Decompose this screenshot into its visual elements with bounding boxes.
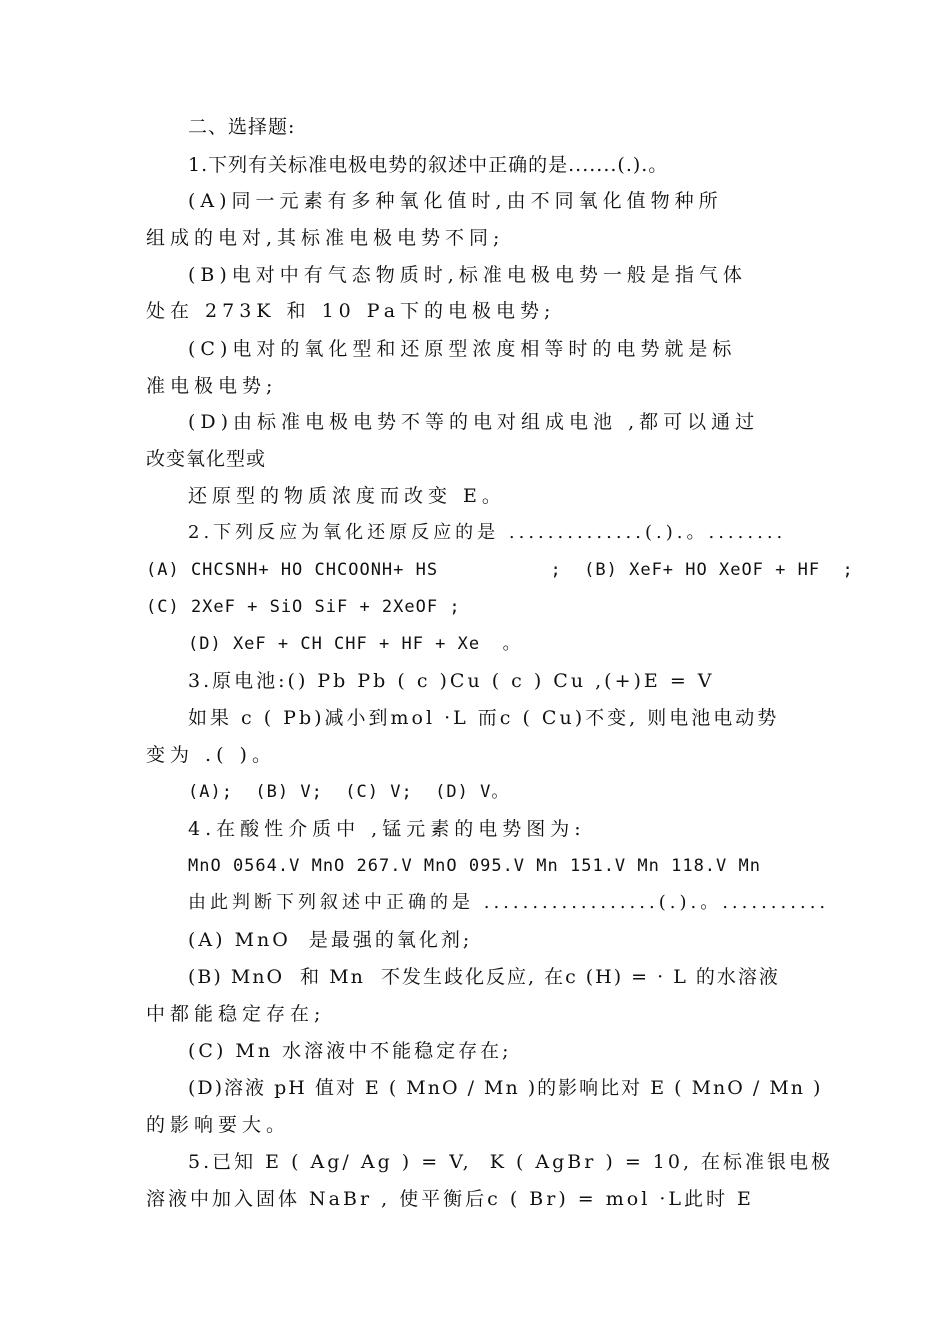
question-2-stem: 2.下列反应为氧化还原反应的是 ..............(.).。........ xyxy=(188,522,787,543)
question-1-option-d-cont2: 还原型的物质浓度而改变 E。 xyxy=(188,485,506,507)
question-3-condition: 如果 c ( Pb)减小到mol ·L 而c ( Cu)不变, 则电池电动势 xyxy=(188,707,780,729)
question-3-options: (A); (B) V; (C) V; (D) V。 xyxy=(188,782,510,802)
question-1-option-a-cont: 组成的电对,其标准电极电势不同; xyxy=(146,227,505,249)
question-1-option-c-cont: 准电极电势; xyxy=(146,375,278,397)
question-4-option-d-cont: 的影响要大。 xyxy=(146,1114,291,1136)
question-2-option-d: (D) XeF + CH CHF + HF + Xe 。 xyxy=(188,634,521,654)
question-3-question: 变为 .( )。 xyxy=(146,744,276,766)
question-1-option-b-cont: 处在 273K 和 10 Pa下的电极电势; xyxy=(146,300,556,322)
question-4-question: 由此判断下列叙述中正确的是 ..................(.).。........... xyxy=(188,892,830,913)
question-1-option-d: (D)由标准电极电势不等的电对组成电池 ,都可以通过 xyxy=(188,411,760,433)
question-1-stem: 1.下列有关标准电极电势的叙述中正确的是.......(.).。 xyxy=(188,154,669,176)
question-4-option-a: (A) MnO 是最强的氧化剂; xyxy=(188,929,473,951)
question-4-option-c: (C) Mn 水溶液中不能稳定存在; xyxy=(188,1040,512,1062)
question-5-stem: 5.已知 E ( Ag/ Ag ) = V, K ( AgBr ) = 10, 在标准银电极 xyxy=(188,1151,834,1173)
question-3-stem: 3.原电池:() Pb Pb ( c )Cu ( c ) Cu ,(+)E = V xyxy=(188,670,715,692)
question-4-option-d: (D)溶液 pH 值对 E ( MnO / Mn )的影响比对 E ( MnO / Mn ) xyxy=(188,1077,823,1099)
question-1-option-b: (B)电对中有气态物质时,标准电极电势一般是指气体 xyxy=(188,264,747,286)
question-4-stem: 4.在酸性介质中 ,锰元素的电势图为: xyxy=(188,818,586,840)
question-2-option-c: (C) 2XeF + SiO SiF + 2XeOF ; xyxy=(146,597,461,617)
question-2-options-ab: (A) CHCSNH+ HO CHCOONH+ HS ; (B) XeF+ HO XeOF + HF ; xyxy=(146,560,854,580)
section-title: 二、选择题: xyxy=(188,116,296,138)
question-5-stem-cont: 溶液中加入固体 NaBr , 使平衡后c ( Br) = mol ·L此时 E xyxy=(146,1188,754,1210)
question-1-option-d-cont: 改变氧化型或 xyxy=(146,448,267,470)
question-1-option-a: (A)同一元素有多种氧化值时,由不同氧化值物种所 xyxy=(188,190,723,212)
question-4-option-b-cont: 中都能稳定存在; xyxy=(146,1003,326,1025)
question-1-option-c: (C)电对的氧化型和还原型浓度相等时的电势就是标 xyxy=(188,338,737,360)
question-4-option-b: (B) MnO 和 Mn 不发生歧化反应, 在c (H) = · L 的水溶液 xyxy=(188,966,780,988)
question-4-potential-diagram: MnO 0564.V MnO 267.V MnO 095.V Mn 151.V Mn 118.V Mn xyxy=(188,856,761,876)
